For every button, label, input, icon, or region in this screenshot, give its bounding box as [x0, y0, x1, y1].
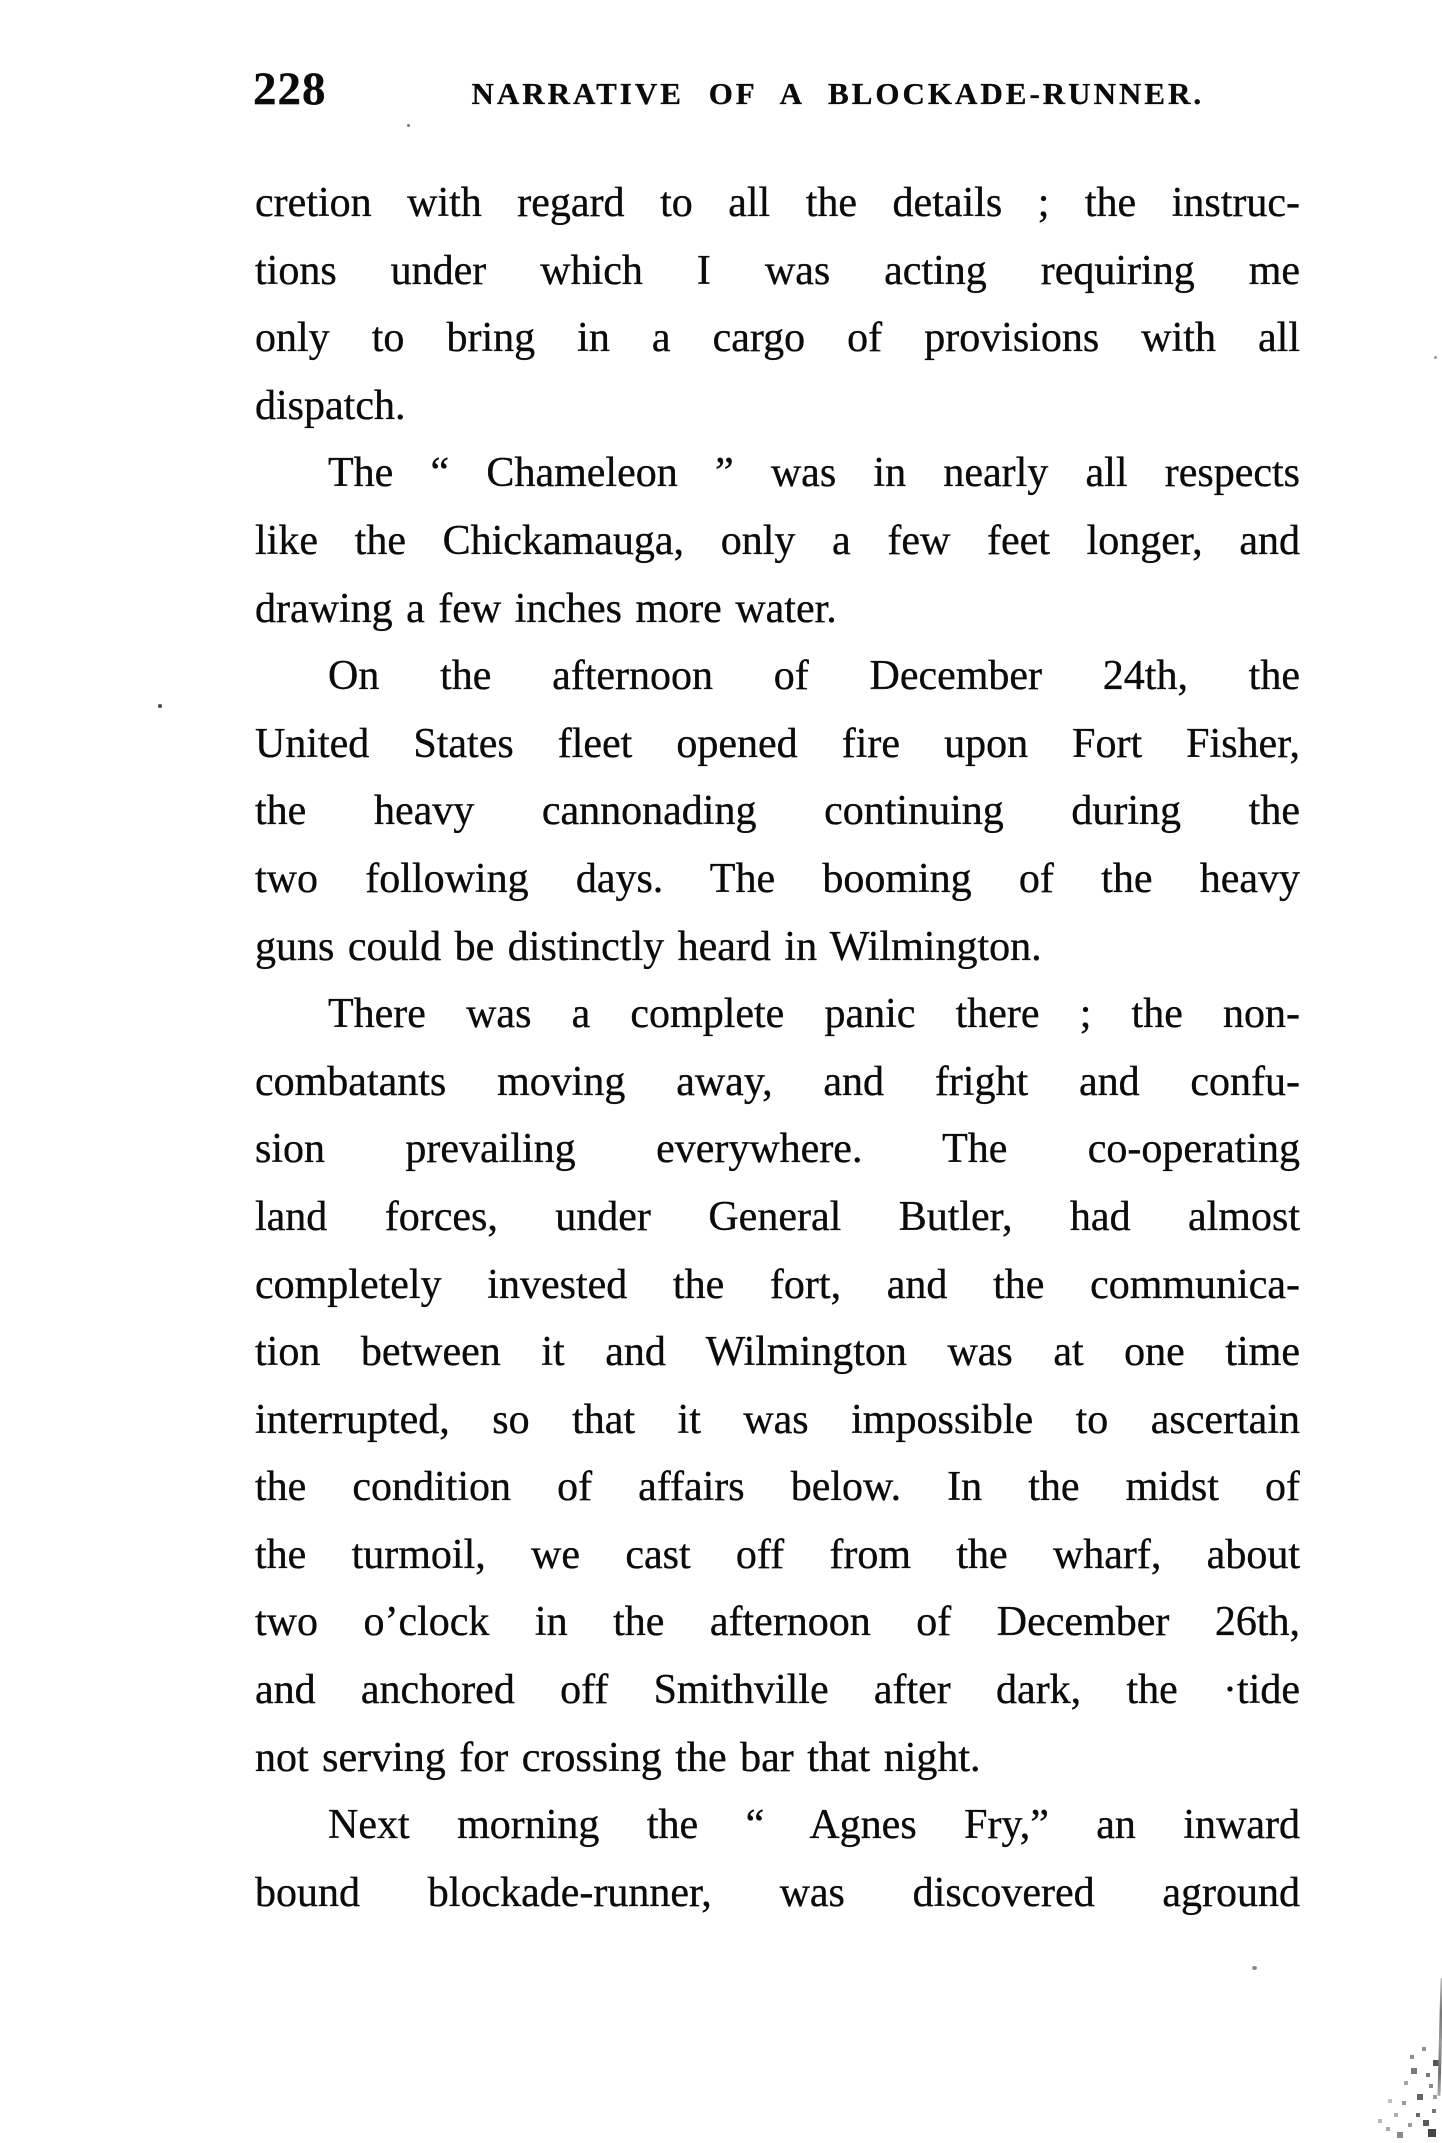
scan-edge-mark — [1437, 1978, 1442, 2096]
text-line: only to bring in a cargo of provisions with all — [255, 315, 1300, 362]
text-line: There was a complete panic there ; the non- — [328, 991, 1300, 1038]
text-line: sion prevailing everywhere. The co-operating — [255, 1126, 1300, 1173]
text-line: interrupted, so that it was impossible to ascertain — [255, 1396, 1300, 1443]
text-line: the heavy cannonading continuing during the — [255, 788, 1300, 835]
text-line: dispatch. — [255, 382, 406, 429]
text-line: like the Chickamauga, only a few feet longer, and — [255, 517, 1300, 564]
text-line: two o’clock in the afternoon of December 26th, — [255, 1599, 1300, 1646]
scan-speck — [158, 704, 162, 708]
scan-speck — [1434, 356, 1437, 359]
text-line: land forces, under General Butler, had almost — [255, 1193, 1300, 1240]
text-line: the turmoil, we cast off from the wharf, about — [255, 1531, 1300, 1578]
paragraph — [255, 1792, 1300, 1927]
text-line: On the afternoon of December 24th, the — [328, 653, 1300, 700]
page-body — [255, 170, 1300, 1927]
scan-speck — [407, 124, 410, 127]
paragraph — [255, 440, 1300, 643]
text-line: drawing a few inches more water. — [255, 585, 837, 632]
text-line: and anchored off Smithville after dark, the ·tide — [255, 1667, 1300, 1714]
text-line: tions under which I was acting requiring me — [255, 247, 1300, 294]
text-line: completely invested the fort, and the communica- — [255, 1261, 1300, 1308]
text-line: The “ Chameleon ” was in nearly all respects — [328, 450, 1300, 497]
text-line: United States fleet opened fire upon Fort Fisher, — [255, 720, 1300, 767]
text-line: not serving for crossing the bar that night. — [255, 1734, 981, 1781]
paragraph — [255, 643, 1300, 981]
paragraph — [255, 981, 1300, 1792]
page-header — [253, 62, 1300, 116]
page-number: 228 — [253, 63, 327, 115]
text-line: two following days. The booming of the heavy — [255, 855, 1300, 902]
scan-speck — [1252, 1966, 1257, 1970]
text-line: bound blockade-runner, was discovered aground — [255, 1869, 1300, 1916]
text-line: the condition of affairs below. In the midst of — [255, 1464, 1300, 1511]
scan-noise-corner — [1438, 2139, 1442, 2143]
paragraph — [255, 170, 1300, 440]
text-line: cretion with regard to all the details ; the instruc- — [255, 180, 1300, 226]
text-line: combatants moving away, and fright and confu- — [255, 1058, 1300, 1105]
text-line: guns could be distinctly heard in Wilmington. — [255, 923, 1042, 970]
running-title: NARRATIVE OF A BLOCKADE-RUNNER. — [471, 76, 1205, 111]
text-line: tion between it and Wilmington was at one time — [255, 1329, 1300, 1376]
text-line: Next morning the “ Agnes Fry,” an inward — [328, 1802, 1300, 1849]
